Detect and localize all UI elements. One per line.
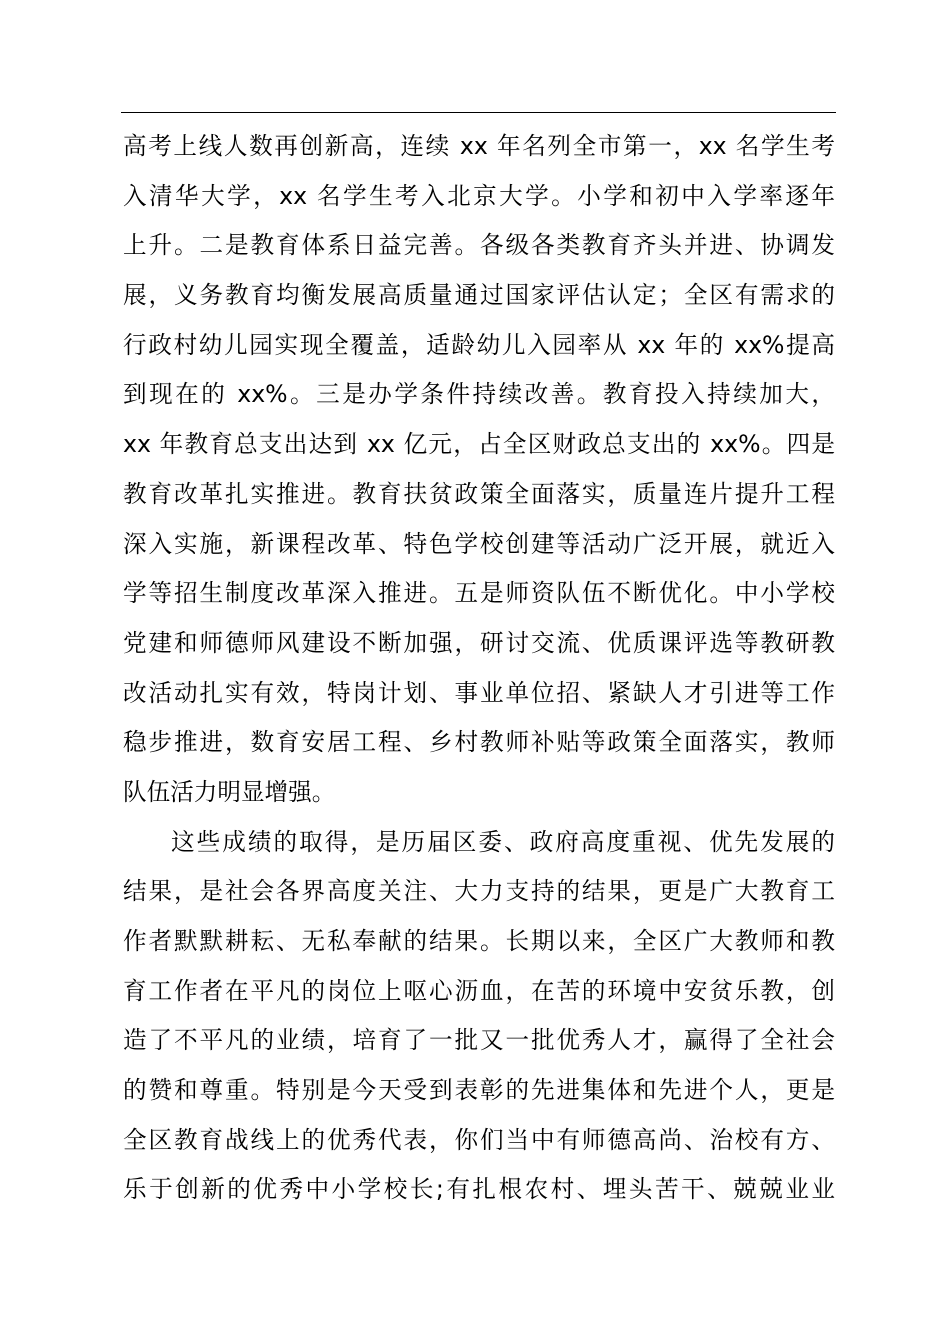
text-line: 学等招生制度改革深入推进。五是师资队伍不断优化。中小学校 (123, 579, 835, 608)
text-line: 行政村幼儿园实现全覆盖，适龄幼儿入园率从 xx 年的 xx%提高 (123, 330, 835, 359)
text-line: 的赞和尊重。特别是今天受到表彰的先进集体和先进个人，更是 (123, 1076, 835, 1105)
text-line: 教育改革扎实推进。教育扶贫政策全面落实，质量连片提升工程 (123, 479, 835, 508)
text-line: 党建和师德师风建设不断加强，研讨交流、优质课评选等教研教 (123, 628, 835, 657)
text-line: 乐于创新的优秀中小学校长;有扎根农村、埋头苦干、兢兢业业 (123, 1175, 835, 1204)
header-rule (121, 112, 836, 113)
body-text (123, 122, 835, 1215)
text-line: 造了不平凡的业绩，培育了一批又一批优秀人才，赢得了全社会 (123, 1026, 835, 1055)
text-line: xx 年教育总支出达到 xx 亿元，占全区财政总支出的 xx%。四是 (123, 430, 835, 459)
text-line: 高考上线人数再创新高，连续 xx 年名列全市第一，xx 名学生考 (123, 132, 835, 160)
text-line: 深入实施，新课程改革、特色学校创建等活动广泛开展，就近入 (123, 529, 835, 558)
text-line: 结果，是社会各界高度关注、大力支持的结果，更是广大教育工 (123, 877, 835, 906)
text-line: 稳步推进，数育安居工程、乡村教师补贴等政策全面落实，教师 (123, 728, 835, 757)
text-line: 全区教育战线上的优秀代表，你们当中有师德高尚、治校有方、 (123, 1125, 835, 1154)
text-line: 入清华大学，xx 名学生考入北京大学。小学和初中入学率逐年 (123, 181, 835, 210)
paragraph-first-line: 这些成绩的取得，是历届区委、政府高度重视、优先发展的 (171, 827, 835, 856)
text-line: 上升。二是教育体系日益完善。各级各类教育齐头并进、协调发 (123, 231, 835, 260)
text-line: 改活动扎实有效，特岗计划、事业单位招、紧缺人才引进等工作 (123, 678, 835, 707)
text-line: 到现在的 xx%。三是办学条件持续改善。教育投入持续加大， (123, 380, 835, 409)
text-line: 展，义务教育均衡发展高质量通过国家评估认定；全区有需求的 (123, 281, 835, 310)
text-line: 作者默默耕耘、无私奉献的结果。长期以来，全区广大教师和教 (123, 927, 835, 955)
text-line: 队伍活力明显增强。 (123, 777, 336, 806)
text-line: 育工作者在平凡的岗位上呕心沥血，在苦的环境中安贫乐教，创 (123, 976, 835, 1005)
